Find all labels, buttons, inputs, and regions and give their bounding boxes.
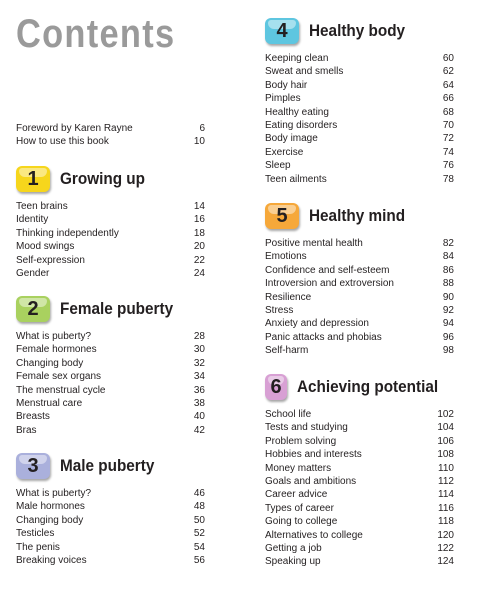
item-label: Foreword by Karen Rayne xyxy=(16,123,133,134)
toc-entry-page: 34 xyxy=(193,371,205,383)
toc-entry[interactable] xyxy=(265,92,454,105)
toc-entry-page: 66 xyxy=(442,93,454,105)
toc-entry-page: 124 xyxy=(437,556,454,568)
chapter-2-items xyxy=(16,330,205,437)
toc-entry-page: 92 xyxy=(442,304,454,316)
item-page: 10 xyxy=(193,136,205,148)
toc-entry-page: 38 xyxy=(193,397,205,409)
chapter-5-items xyxy=(265,237,454,358)
chapter-1-header[interactable] xyxy=(16,164,205,194)
toc-entry[interactable] xyxy=(265,435,454,448)
toc-entry-page: 76 xyxy=(442,160,454,172)
toc-entry[interactable] xyxy=(16,240,205,253)
toc-entry-page: 20 xyxy=(193,241,205,253)
toc-entry-label: Breaking voices xyxy=(16,554,87,566)
toc-entry-label: Testicles xyxy=(16,528,55,540)
toc-entry-page: 118 xyxy=(438,516,454,528)
toc-entry[interactable] xyxy=(265,408,454,421)
toc-entry-label: Body hair xyxy=(265,79,308,91)
toc-entry-page: 36 xyxy=(193,384,205,396)
toc-entry[interactable] xyxy=(265,119,454,132)
toc-entry-page: 14 xyxy=(193,201,205,212)
toc-entry-label: Exercise xyxy=(265,146,304,158)
toc-entry[interactable] xyxy=(16,410,205,423)
toc-entry[interactable] xyxy=(16,541,205,554)
toc-entry-label: Going to college xyxy=(265,516,338,528)
item-label: How to use this book xyxy=(16,136,109,148)
chapter-3-items xyxy=(16,487,205,567)
toc-entry[interactable] xyxy=(265,421,454,434)
toc-entry-label: Healthy eating xyxy=(265,106,329,118)
toc-entry[interactable] xyxy=(265,331,454,344)
toc-entry-label: Resilience xyxy=(265,291,312,303)
toc-entry[interactable] xyxy=(265,529,454,542)
chapter-3-header[interactable] xyxy=(16,451,205,481)
toc-entry[interactable] xyxy=(16,357,205,370)
toc-entry-page: 106 xyxy=(437,435,454,447)
toc-entry[interactable] xyxy=(16,424,205,437)
toc-entry[interactable] xyxy=(265,79,454,92)
toc-entry-label: Anxiety and depression xyxy=(265,318,369,330)
toc-entry-label: Stress xyxy=(265,304,294,316)
chapter-2-section xyxy=(16,294,205,437)
toc-entry[interactable] xyxy=(16,527,205,540)
toc-entry-page: 114 xyxy=(438,489,454,501)
toc-entry-page: 82 xyxy=(442,238,454,249)
chapter-6-number-badge: 6 xyxy=(265,374,287,400)
toc-entry[interactable] xyxy=(16,487,205,500)
toc-entry-label: Types of career xyxy=(265,502,334,514)
toc-entry-label: Body image xyxy=(265,133,318,145)
toc-entry[interactable] xyxy=(16,200,205,213)
toc-entry[interactable] xyxy=(265,291,454,304)
toc-entry-label: Mood swings xyxy=(16,241,75,253)
toc-entry[interactable] xyxy=(265,317,454,330)
chapter-5-title: Healthy mind xyxy=(309,206,406,225)
toc-entry-label: Bras xyxy=(16,424,37,436)
toc-entry[interactable] xyxy=(16,254,205,267)
chapter-3-section xyxy=(16,451,205,567)
toc-entry[interactable] xyxy=(265,488,454,501)
toc-entry[interactable] xyxy=(265,542,454,555)
toc-entry-label: Money matters xyxy=(265,462,332,474)
chapter-1-number-badge: 1 xyxy=(16,166,50,192)
chapter-3-title: Male puberty xyxy=(60,456,155,475)
toc-entry-page: 32 xyxy=(193,357,205,369)
toc-entry-page: 98 xyxy=(442,345,454,357)
toc-entry[interactable] xyxy=(265,502,454,515)
toc-entry-page: 42 xyxy=(193,424,205,436)
toc-entry-label: Female sex organs xyxy=(16,371,102,383)
toc-entry-label: Confidence and self-esteem xyxy=(265,264,390,276)
toc-entry[interactable] xyxy=(265,52,454,65)
toc-entry-label: Getting a job xyxy=(265,542,322,554)
toc-entry-page: 104 xyxy=(437,422,454,434)
toc-entry-page: 64 xyxy=(442,79,454,91)
toc-entry[interactable] xyxy=(265,344,454,357)
chapter-2-number-badge: 2 xyxy=(16,296,50,322)
toc-entry-label: Introversion and extroversion xyxy=(265,278,394,290)
toc-entry-page: 40 xyxy=(193,411,205,423)
toc-entry-label: Sleep xyxy=(265,160,291,172)
chapter-4-header[interactable] xyxy=(265,16,454,46)
toc-entry-page: 48 xyxy=(193,501,205,513)
chapter-4-number-badge: 4 xyxy=(265,18,299,44)
toc-entry[interactable] xyxy=(265,237,454,250)
toc-entry-page: 74 xyxy=(442,146,454,158)
toc-entry-label: What is puberty? xyxy=(16,488,92,499)
toc-entry[interactable] xyxy=(265,448,454,461)
toc-entry[interactable] xyxy=(16,514,205,527)
item-page: 6 xyxy=(199,123,205,134)
toc-entry-label: The menstrual cycle xyxy=(16,384,106,396)
toc-entry-label: Keeping clean xyxy=(265,53,329,64)
toc-entry-page: 18 xyxy=(193,227,205,239)
toc-entry-page: 22 xyxy=(193,254,205,266)
chapter-4-title: Healthy body xyxy=(309,21,406,40)
toc-entry-label: Male hormones xyxy=(16,501,85,513)
toc-entry-page: 28 xyxy=(193,331,205,342)
chapter-6-items xyxy=(265,408,454,569)
toc-entry-page: 110 xyxy=(438,462,454,474)
toc-entry[interactable] xyxy=(16,370,205,383)
toc-entry[interactable] xyxy=(265,106,454,119)
toc-entry-label: Speaking up xyxy=(265,556,321,568)
toc-entry-page: 84 xyxy=(442,251,454,263)
toc-entry[interactable] xyxy=(265,250,454,263)
toc-entry-label: Menstrual care xyxy=(16,397,83,409)
chapter-3-number-badge: 3 xyxy=(16,453,50,479)
toc-entry-label: Eating disorders xyxy=(265,119,338,131)
toc-entry[interactable] xyxy=(265,304,454,317)
toc-entry-page: 86 xyxy=(442,264,454,276)
chapter-4-section xyxy=(265,16,454,186)
toc-entry-label: Breasts xyxy=(16,411,50,423)
front-matter-list xyxy=(16,122,205,149)
toc-entry[interactable] xyxy=(265,277,454,290)
chapter-6-header[interactable] xyxy=(265,372,454,402)
toc-entry-label: Female hormones xyxy=(16,344,97,356)
toc-entry-label: School life xyxy=(265,409,312,420)
chapter-5-header[interactable] xyxy=(265,201,454,231)
toc-entry-label: Positive mental health xyxy=(265,238,363,249)
toc-entry[interactable] xyxy=(16,213,205,226)
toc-entry-label: Self-harm xyxy=(265,345,309,357)
toc-entry-page: 94 xyxy=(442,318,454,330)
toc-entry-label: Teen brains xyxy=(16,201,68,212)
toc-entry[interactable] xyxy=(265,264,454,277)
toc-entry-label: Hobbies and interests xyxy=(265,449,362,461)
toc-entry-label: Self-expression xyxy=(16,254,85,266)
front-matter-item[interactable] xyxy=(16,122,205,135)
toc-entry-page: 24 xyxy=(193,267,205,279)
toc-entry-label: The penis xyxy=(16,541,60,553)
toc-entry-page: 60 xyxy=(442,53,454,64)
chapter-5-number-badge: 5 xyxy=(265,203,299,229)
toc-entry-page: 122 xyxy=(437,542,454,554)
toc-entry-label: Changing body xyxy=(16,357,84,369)
toc-entry-label: Emotions xyxy=(265,251,307,263)
toc-entry-label: Thinking independently xyxy=(16,227,119,239)
toc-entry-page: 108 xyxy=(437,449,454,461)
toc-entry[interactable] xyxy=(265,475,454,488)
toc-entry[interactable] xyxy=(265,65,454,78)
toc-entry[interactable] xyxy=(16,343,205,356)
toc-entry-page: 50 xyxy=(193,514,205,526)
toc-entry-page: 90 xyxy=(442,291,454,303)
toc-entry[interactable] xyxy=(16,267,205,280)
chapter-2-title: Female puberty xyxy=(60,299,174,318)
chapter-1-section xyxy=(16,164,205,280)
toc-entry-page: 68 xyxy=(442,106,454,118)
toc-entry-label: Changing body xyxy=(16,514,84,526)
chapter-1-title: Growing up xyxy=(60,169,145,188)
toc-entry[interactable] xyxy=(265,159,454,172)
toc-entry[interactable] xyxy=(16,227,205,240)
toc-entry-page: 102 xyxy=(437,409,454,420)
toc-entry-label: Teen ailments xyxy=(265,173,327,185)
toc-entry-label: Gender xyxy=(16,267,50,279)
toc-entry-page: 78 xyxy=(442,173,454,185)
chapter-6-section xyxy=(265,372,454,569)
toc-entry[interactable] xyxy=(16,384,205,397)
front-matter-item[interactable] xyxy=(16,135,205,148)
toc-entry-label: Sweat and smells xyxy=(265,66,344,78)
toc-entry[interactable] xyxy=(265,555,454,568)
toc-entry[interactable] xyxy=(265,462,454,475)
toc-entry-label: Tests and studying xyxy=(265,422,348,434)
toc-entry-page: 56 xyxy=(193,554,205,566)
toc-entry-page: 30 xyxy=(193,344,205,356)
toc-entry[interactable] xyxy=(16,330,205,343)
toc-entry-page: 112 xyxy=(438,475,454,487)
toc-entry-page: 120 xyxy=(437,529,454,541)
page-title: Contents xyxy=(16,12,176,56)
toc-entry-page: 96 xyxy=(442,331,454,343)
chapter-5-section xyxy=(265,201,454,358)
toc-entry-page: 62 xyxy=(442,66,454,78)
toc-entry[interactable] xyxy=(16,500,205,513)
toc-entry-page: 116 xyxy=(438,502,454,514)
chapter-2-header[interactable] xyxy=(16,294,205,324)
toc-entry-label: Panic attacks and phobias xyxy=(265,331,382,343)
toc-entry[interactable] xyxy=(265,132,454,145)
toc-entry-page: 88 xyxy=(442,278,454,290)
toc-entry-page: 16 xyxy=(193,214,205,226)
toc-entry-page: 52 xyxy=(193,528,205,540)
toc-entry-label: Goals and ambitions xyxy=(265,475,357,487)
toc-entry[interactable] xyxy=(265,515,454,528)
toc-entry-page: 54 xyxy=(193,541,205,553)
toc-entry-label: Pimples xyxy=(265,93,301,105)
toc-entry-label: Alternatives to college xyxy=(265,529,363,541)
toc-entry-label: Career advice xyxy=(265,489,328,501)
toc-entry[interactable] xyxy=(265,173,454,186)
chapter-4-items xyxy=(265,52,454,186)
chapter-1-items xyxy=(16,200,205,280)
toc-entry-page: 46 xyxy=(193,488,205,499)
toc-entry[interactable] xyxy=(16,397,205,410)
toc-entry-page: 70 xyxy=(442,119,454,131)
toc-entry[interactable] xyxy=(265,146,454,159)
toc-entry-label: Identity xyxy=(16,214,49,226)
toc-entry-label: What is puberty? xyxy=(16,331,92,342)
toc-entry-label: Problem solving xyxy=(265,435,337,447)
toc-entry[interactable] xyxy=(16,554,205,567)
toc-entry-page: 72 xyxy=(442,133,454,145)
chapter-6-title: Achieving potential xyxy=(297,377,439,396)
